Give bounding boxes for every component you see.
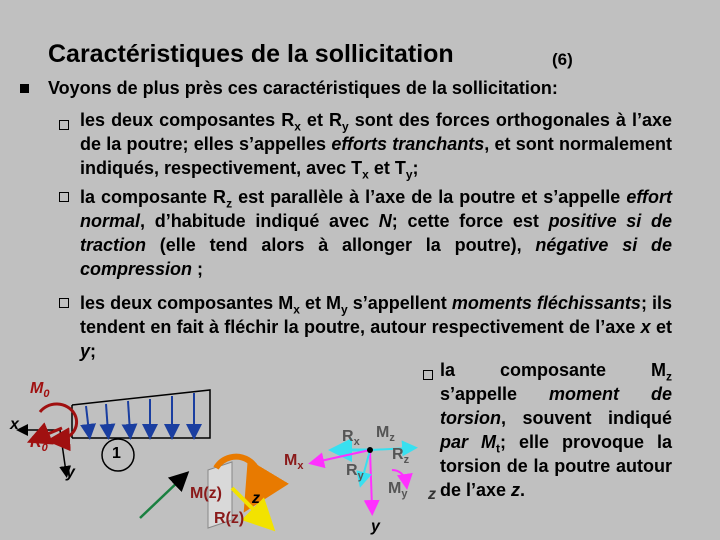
- lead-text: Voyons de plus près ces caractéristiques de la sollicitation:: [48, 78, 558, 98]
- y-right-label: y: [371, 518, 380, 535]
- mz-left-label: M(z): [190, 485, 222, 502]
- x-axis-label: x: [10, 416, 19, 433]
- r0-label: $R_0$: [30, 434, 48, 455]
- rx-label: $R_x$: [342, 428, 360, 449]
- ry-label: $R_y$: [346, 462, 364, 483]
- cut-arrow-icon: [140, 478, 182, 518]
- distributed-load-icon: [72, 390, 210, 438]
- z-left-label: z: [252, 490, 260, 507]
- m0-label: $M_0$: [30, 380, 50, 401]
- mx-label: $M_x$: [284, 452, 304, 473]
- list-item: les deux composantes $R_x$ et $R_y$ sont des forces orthogonales à l’axe de la poutre; elles s’appelles efforts tranchants, et sont normalement indiqués, respectivement, avec $T_x$ et $T_y$;: [80, 110, 673, 182]
- slide-number: (6): [552, 50, 573, 69]
- rz-label: $R_z$: [392, 446, 410, 467]
- list-item: la composante $M_z$ s’appelle moment de torsion, souvent indiqué par $M_t$; elle provoque la torsion de la poutre autour de l’axe z.: [440, 360, 672, 500]
- rz-left-label: R(z): [214, 510, 245, 527]
- mz-label: $M_z$: [376, 424, 395, 445]
- slide-title: Caractéristiques de la sollicitation: [48, 40, 454, 68]
- list-item: les deux composantes $M_x$ et $M_y$ s’appellent moments fléchissants; ils tendent en fait à fléchir la poutre, autour respectivement de l’axe x et y;: [80, 293, 672, 361]
- z-right-label: z: [428, 486, 436, 503]
- y-axis-label: y: [66, 464, 75, 481]
- checkbox-bullet-icon: [59, 192, 69, 202]
- section-number: 1: [112, 445, 121, 462]
- checkbox-bullet-icon: [59, 120, 69, 130]
- square-bullet-icon: [20, 84, 29, 93]
- list-item: la composante $R_z$ est parallèle à l’axe de la poutre et s’appelle effort normal, d’habitude indiqué avec N; cette force est positive si de traction (elle tend alors à allonger la poutre), négative si de compression ;: [80, 187, 672, 279]
- my-label: $M_y$: [388, 480, 408, 501]
- checkbox-bullet-icon: [59, 298, 69, 308]
